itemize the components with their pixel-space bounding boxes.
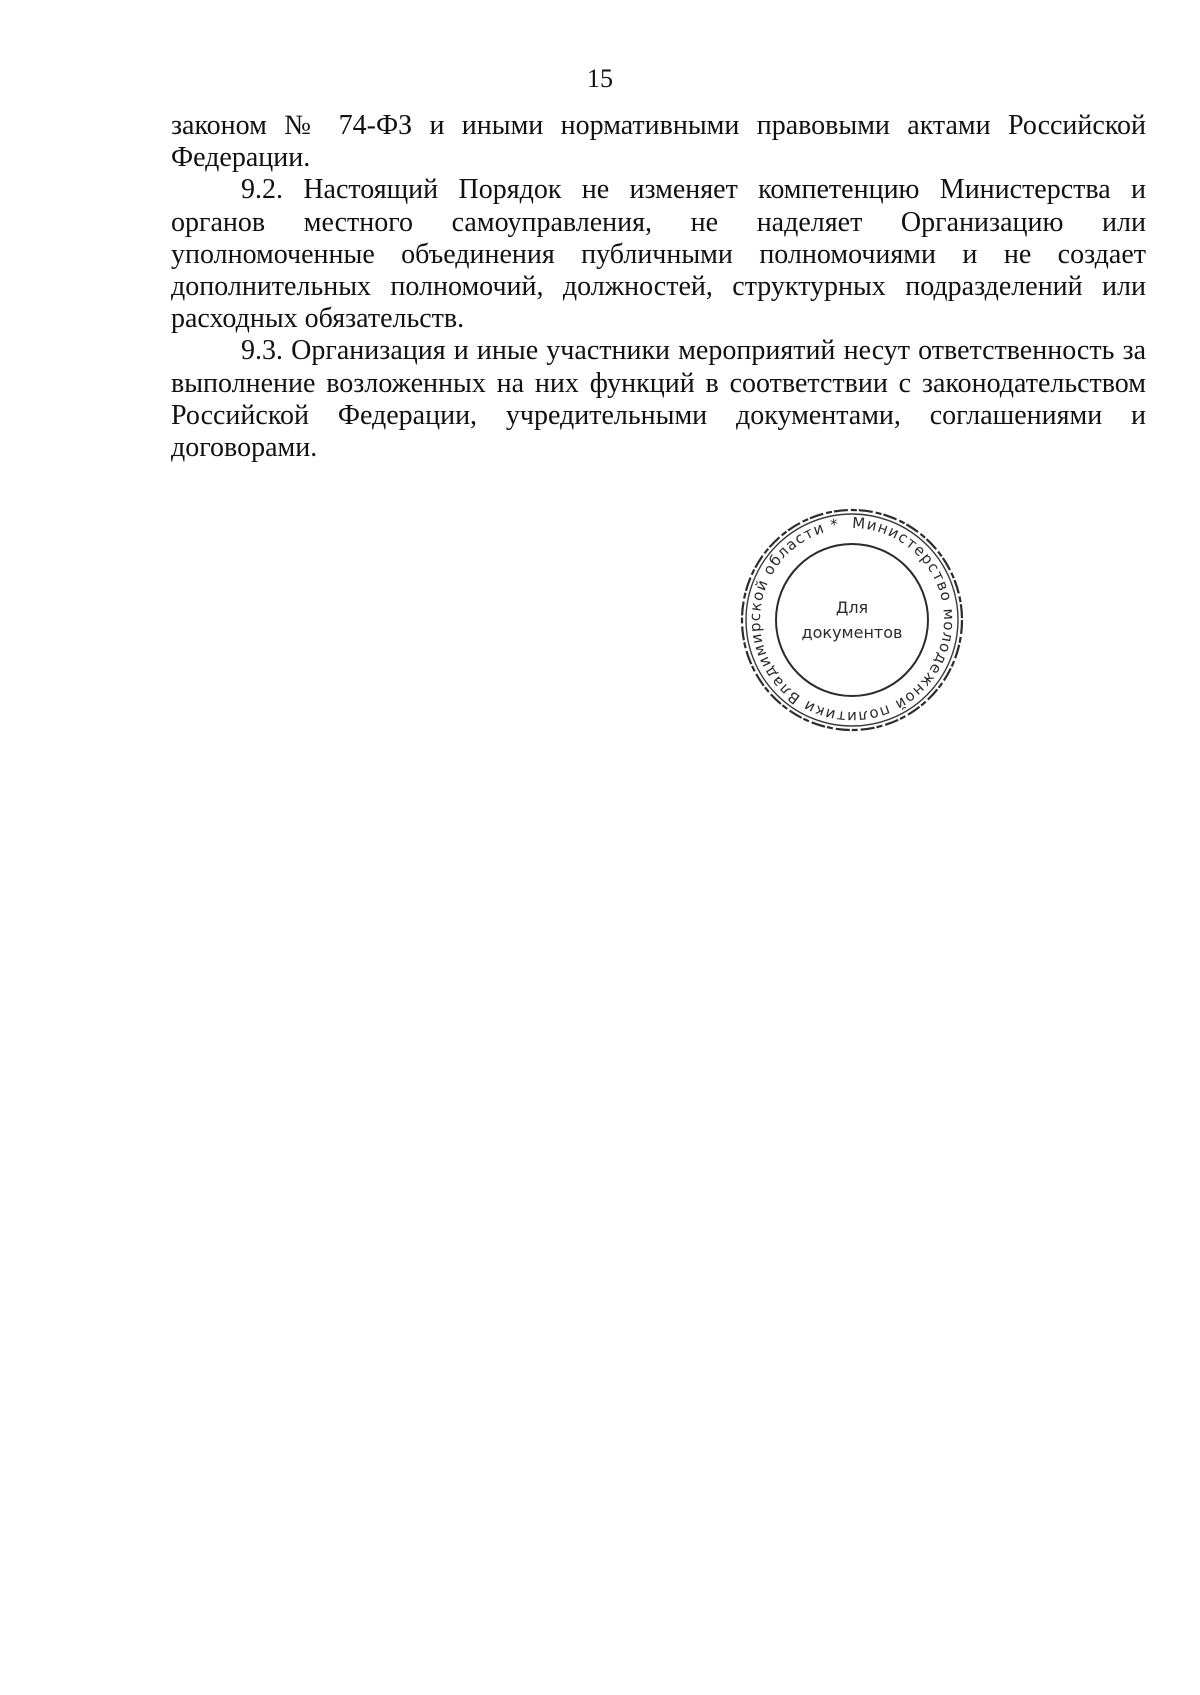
official-stamp	[737, 505, 967, 735]
stamp-seal-graphic	[737, 505, 967, 735]
paragraph-9-2: 9.2. Настоящий Порядок не изменяет компетенцию Министерства и органов местного самоуправления, не наделяет Организацию или уполномоченные объединения публичными полномочиями и не создает дополнительных полномочий, должностей, структурных подразделений или расходных обязательств.	[171, 174, 1146, 335]
stamp-center-line-2: документов	[801, 623, 903, 642]
stamp-ring-text: Министерство молодежной политики Владимирской области *	[745, 513, 959, 727]
paragraph-9-3: 9.3. Организация и иные участники мероприятий несут ответственность за выполнение возложенных на них функций в соответствии с законодательством Российской Федерации, учредительными документами, соглашениями и договорами.	[171, 335, 1146, 464]
paragraph-continuation: законом № 74-ФЗ и иными нормативными правовыми актами Российской Федерации.	[171, 110, 1146, 174]
page-number: 15	[587, 64, 613, 93]
document-body	[171, 110, 1146, 464]
stamp-center-line-1: Для	[835, 598, 869, 617]
